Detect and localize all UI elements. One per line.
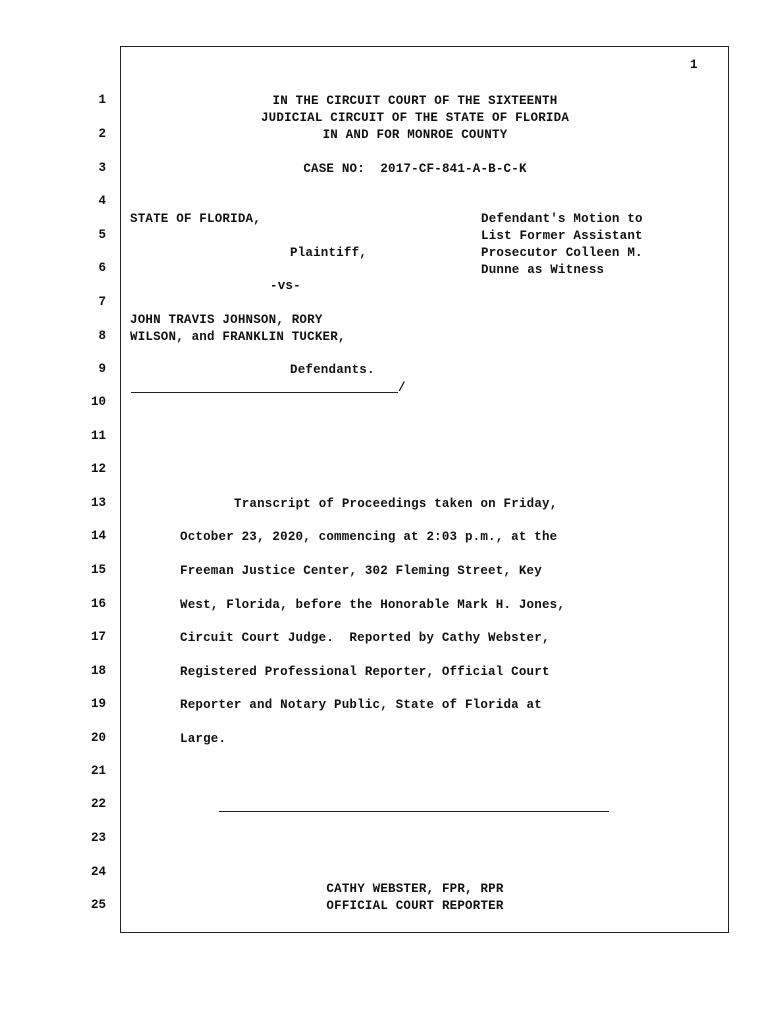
line-number: 16 — [90, 597, 106, 611]
defendants-names: JOHN TRAVIS JOHNSON, RORY — [130, 313, 323, 327]
line-number: 11 — [90, 429, 106, 443]
caption-rule — [131, 392, 398, 393]
line-number: 6 — [98, 261, 106, 275]
line-number: 19 — [90, 697, 106, 711]
defendants-names: WILSON, and FRANKLIN TUCKER, — [130, 330, 346, 344]
transcript-body-line: Large. — [180, 732, 227, 746]
line-number: 22 — [90, 797, 106, 811]
line-number: 4 — [98, 194, 106, 208]
motion-title-line: Dunne as Witness — [481, 263, 605, 277]
reporter-name: CATHY WEBSTER, FPR, RPR — [326, 882, 504, 896]
transcript-body-line: Transcript of Proceedings taken on Friday, — [234, 497, 558, 511]
defendants-role: Defendants. — [290, 363, 375, 377]
transcript-page-frame — [120, 46, 729, 933]
line-number: 9 — [98, 362, 106, 376]
line-number: 17 — [90, 630, 106, 644]
motion-title-line: List Former Assistant — [481, 229, 643, 243]
signature-rule — [219, 811, 609, 812]
transcript-body-line: West, Florida, before the Honorable Mark H. Jones, — [180, 598, 566, 612]
transcript-body-line: Reporter and Notary Public, State of Florida at — [180, 698, 542, 712]
line-number: 24 — [90, 865, 106, 879]
page-number: 1 — [690, 58, 698, 72]
line-number: 7 — [98, 295, 106, 309]
line-number: 2 — [98, 127, 106, 141]
line-number: 5 — [98, 228, 106, 242]
line-number: 14 — [90, 529, 106, 543]
line-number: 3 — [98, 161, 106, 175]
court-header-line: IN AND FOR MONROE COUNTY — [322, 128, 508, 142]
motion-title-line: Prosecutor Colleen M. — [481, 246, 643, 260]
case-number: CASE NO: 2017-CF-841-A-B-C-K — [303, 162, 527, 176]
line-number: 23 — [90, 831, 106, 845]
plaintiff-role: Plaintiff, — [290, 246, 368, 260]
transcript-body-line: Freeman Justice Center, 302 Fleming Street, Key — [180, 564, 542, 578]
transcript-body-line: Circuit Court Judge. Reported by Cathy Webster, — [180, 631, 550, 645]
line-number: 8 — [98, 329, 106, 343]
transcript-body-line: October 23, 2020, commencing at 2:03 p.m., at the — [180, 530, 558, 544]
line-number: 12 — [90, 462, 106, 476]
line-number: 18 — [90, 664, 106, 678]
line-number: 15 — [90, 563, 106, 577]
court-header-line: IN THE CIRCUIT COURT OF THE SIXTEENTH — [272, 94, 558, 108]
reporter-title: OFFICIAL COURT REPORTER — [326, 899, 504, 913]
line-number: 10 — [90, 395, 106, 409]
line-number: 20 — [90, 731, 106, 745]
line-number: 1 — [98, 93, 106, 107]
motion-title-line: Defendant's Motion to — [481, 212, 643, 226]
caption-rule-end: / — [398, 381, 406, 395]
line-number: 25 — [90, 898, 106, 912]
transcript-body-line: Registered Professional Reporter, Official Court — [180, 665, 550, 679]
line-number: 21 — [90, 764, 106, 778]
versus-label: -vs- — [270, 279, 301, 293]
plaintiff-name: STATE OF FLORIDA, — [130, 212, 261, 226]
line-number: 13 — [90, 496, 106, 510]
court-header-line: JUDICIAL CIRCUIT OF THE STATE OF FLORIDA — [260, 111, 570, 125]
